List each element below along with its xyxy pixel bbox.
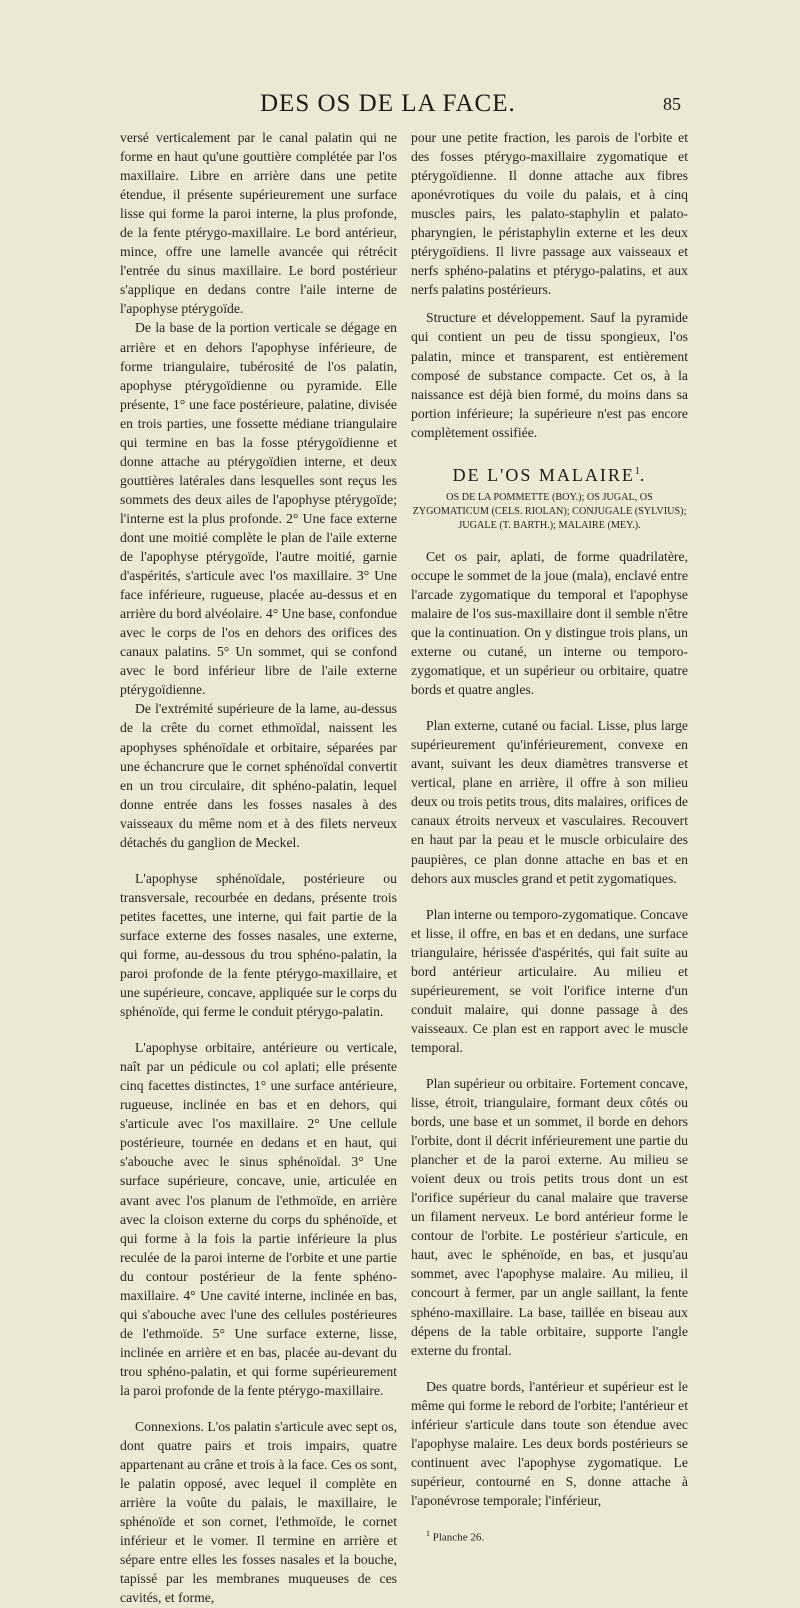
paragraph: Plan externe, cutané ou facial. Lisse, plus large supérieurement qu'inférieurement, convexe en avant, suivant les deux diamètres transverse et vertical, plane en arrière, il offre à son milieu deux ou trois petits trous, dits malaires, orifices de canaux étroits nerveux et vasculaires. Recouvert en haut par la peau et le muscle orbiculaire des paupières, ce plan donne attache en bas et en dehors aux muscles grand et petit zygomatiques.: [411, 718, 688, 886]
running-title: DES OS DE LA FACE.: [260, 90, 516, 117]
footnote: [411, 1524, 688, 1548]
paragraph: L'apophyse sphénoïdale, postérieure ou transversale, recourbée en dedans, présente trois petites facettes, une interne, qui fait partie de la surface externe des fosses nasales, une externe, qui forme, au-dessous du trou sphéno-palatin, la paroi profonde de la fente ptérygo-maxillaire, et une supérieure, concave, appliquée sur le corps du sphénoïde, qui ferme le conduit ptérygo-palatin.: [120, 870, 397, 1020]
synonyms-line: OS DE LA POMMETTE (BOY.); OS JUGAL, OS ZYGOMATICUM (CELS. RIOLAN); CONJUGALE (SYLVIUS); JUGALE (T. BARTH.); MALAIRE (MEY.).: [412, 491, 687, 531]
paragraph: Des quatre bords, l'antérieur et supérieur est le même qui forme le rebord de l'orbite; l'antérieur et inférieur s'articule dans toute son étendue avec l'apophyse malaire. Les deux bords postérieurs se continuent avec l'apophyse zygomatique. Le supérieur, contourné en S, donne attache à l'aponévrose temporale; l'inférieur,: [411, 1378, 688, 1508]
footnote-reference: 1: [634, 465, 640, 477]
paragraph: versé verticalement par le canal palatin qui ne forme en haut qu'une gouttière complétée par l'os maxillaire. Libre en arrière dans une petite étendue, il présente supérieurement une surface lisse qui forme la paroi interne, la plus profonde, de la fente ptérygo-maxillaire. Le bord antérieur, mince, offre une lamelle avancée qui rétrécit l'entrée du sinus maxillaire. Le bord postérieur s'applique en dedans contre l'aile interne de l'apophyse ptérygoïde.: [120, 130, 397, 317]
paragraph: De l'extrémité supérieure de la lame, au-dessus de la crête du cornet ethmoïdal, naissent les apophyses sphénoïdale et orbitaire, séparées par une échancrure que le cornet sphénoïdal convertit en un trou circulaire, dit sphéno-palatin, lequel donne entrée dans les fosses nasales à des vaisseaux du même nom et à des filets nerveux détachés du ganglion de Meckel.: [120, 701, 397, 850]
paragraph: Plan supérieur ou orbitaire. Fortement concave, lisse, étroit, triangulaire, formant deux côtés ou bords, une base et un sommet, il borde en dehors l'orbite, dont il décrit inférieurement une partie du plancher et de la paroi externe. Au milieu se voient deux ou trois petits trous dont un est l'orifice supérieur du canal malaire que traverse un filament nerveux. Le bord antérieur forme le contour de l'orbite. Le postérieur s'articule, en haut, avec le sphénoïde, en bas, et jusqu'au sommet, avec l'apophyse malaire. Au milieu, il concourt à fermer, par un angle saillant, la fente sphéno-maxillaire. La base, taillée en biseau aux dépens de la table orbitaire, supporte l'angle externe du frontal.: [411, 1075, 688, 1358]
section-title-text: DE L'OS MALAIRE: [452, 464, 635, 485]
page-number: 85: [663, 94, 681, 114]
paragraph: De la base de la portion verticale se dégage en arrière et en dehors l'apophyse inférieure, de forme triangulaire, tubérosité de l'os palatin, apophyse ptérygoïdienne ou pyramide. Elle présente, 1° une face postérieure, palatine, divisée en trois parties, une fossette médiane triangulaire qui termine en bas la fosse ptérygoïdienne et donne attache au ptérygoïdien interne, et deux gouttières latérales dans lesquelles sont reçus les sommets des deux ailes de l'apophyse ptérygoïde; l'interne est la plus profonde. 2° Une face externe dont une moitié complète le plan de l'aile externe de l'apophyse ptérygoïde, l'autre moitié, garnie d'aspérités, s'articule avec l'os maxillaire. 3° Une face inférieure, rugueuse, placée au-dessus et en arrière du bord alvéolaire. 4° Une base, confondue avec le corps de l'os en dehors des orifices des canaux palatins. 5° Un sommet, qui se confond avec le bord inférieur libre de l'aile externe ptérygoïdienne.: [120, 320, 397, 698]
footnote-mark: 1: [426, 1529, 430, 1538]
right-column: [411, 128, 688, 1548]
paragraph: Cet os pair, aplati, de forme quadrilatère, occupe le sommet de la joue (mala), enclavé entre l'arcade zygomatique du temporal et l'apophyse malaire de l'os sus-maxillaire dont il semble n'être que la continuation. On y distingue trois plans, un externe ou cutané, un interne ou temporo-zygomatique, et un supérieur ou orbitaire, quatre bords et quatre angles.: [411, 548, 688, 698]
paragraph: Connexions. L'os palatin s'articule avec sept os, dont quatre pairs et trois impairs, quatre appartenant au crâne et trois à la face. Ces os sont, le palatin opposé, avec lequel il complète en arrière la voûte du palais, le maxillaire, le sphénoïde et son cornet, l'ethmoïde, le cornet inférieur et le vomer. Il termine en arrière et sépare entre elles les fosses nasales et la bouche, tapissé par les membranes muqueuses de ces cavités, et forme,: [120, 1419, 397, 1606]
page-header: [120, 90, 685, 122]
footnote-text: Planche 26.: [432, 1531, 485, 1544]
paragraph: L'apophyse orbitaire, antérieure ou verticale, naît par un pédicule ou col aplati; elle présente cinq facettes distinctes, 1° une surface antérieure, rugueuse, inclinée en bas et en dehors, qui s'articule avec l'os maxillaire. 2° Une cellule postérieure, tournée en dedans et en haut, qui s'abouche avec le sinus sphénoïdal. 3° Une surface supérieure, concave, unie, articulée en avant avec l'os planum de l'ethmoïde, en arrière avec la cloison externe du corps du sphénoïde, et qui forme à la fois la partie inférieure la plus reculée de la paroi interne de l'orbite et une partie du contour postérieur de la fente sphéno-maxillaire. 4° Une cavité interne, inclinée en bas, qui s'abouche avec l'une des cellules postérieures de l'ethmoïde. 5° Une surface externe, lisse, inclinée en arrière et en bas, placée au-devant du trou sphéno-palatin, et qui forme supérieurement la paroi profonde de la fente ptérygo-maxillaire.: [120, 1040, 397, 1398]
left-column: [120, 128, 397, 1608]
section-title: DE L'OS MALAIRE$^1$.: [452, 464, 647, 485]
paragraph: pour une petite fraction, les parois de l'orbite et des fosses ptérygo-maxillaire zygomatique et ptérygoïdienne. Il donne attache aux fibres aponévrotiques du voile du palais, et à cinq muscles pairs, les palato-staphylin et palato-pharyngien, le péristaphylin externe et les deux ptérygoïdiens. Il livre passage aux vaisseaux et nerfs sphéno-palatins et ptérygo-palatins, et aux nerfs palatins postérieurs.: [411, 130, 688, 298]
paragraph: Plan interne ou temporo-zygomatique. Concave et lisse, il offre, en bas et en dedans, une surface triangulaire, hérissée d'aspérités, qui fait suite au bord antérieur articulaire. Au milieu et supérieurement, se voit l'orifice interne d'un conduit malaire, qui donne passage à des vaisseaux. Ce plan est en rapport avec le muscle temporal.: [411, 906, 688, 1055]
paragraph: Structure et développement. Sauf la pyramide qui contient un peu de tissu spongieux, l'os palatin, mince et transparent, est entièrement composé de substance compacte. Cet os, à la naissance est déjà bien formé, du moins dans sa portion inférieure; la supérieure n'est pas encore complètement ossifiée.: [411, 310, 688, 440]
